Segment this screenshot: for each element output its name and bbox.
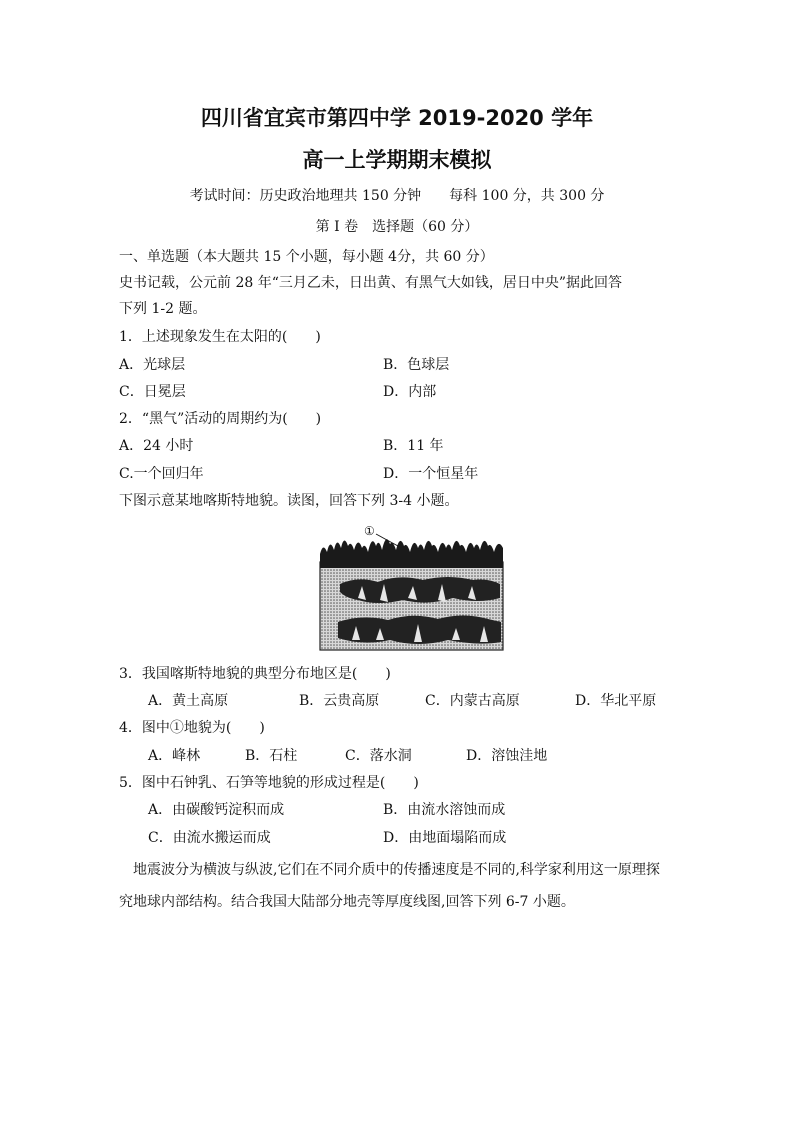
peak-forest <box>320 539 503 568</box>
seismic-intro-line: 究地球内部结构。结合我国大陆部分地壳等厚度线图,回答下列 6-7 小题。 <box>119 894 575 910</box>
marker-1-label: ① <box>364 524 375 538</box>
question-1-stem: 1．上述现象发生在太阳的( ) <box>119 329 321 345</box>
question-5-option-c: C．由流水搬运而成 <box>148 830 271 846</box>
question-3-option-c: C．内蒙古高原 <box>425 693 520 709</box>
question-1-option-a: A．光球层 <box>119 357 186 373</box>
question-3-option-a: A．黄土高原 <box>148 693 229 709</box>
question-5-option-a: A．由碳酸钙淀积而成 <box>148 802 285 818</box>
question-4-option-b: B．石柱 <box>245 748 298 764</box>
question-3-option-b: B．云贵高原 <box>299 693 380 709</box>
question-3-stem: 3．我国喀斯特地貌的典型分布地区是( ) <box>119 666 391 682</box>
question-1-option-d: D．内部 <box>383 384 437 400</box>
part-heading: 一、单选题（本大题共 15 个小题，每小题 4分，共 60 分） <box>119 249 494 265</box>
question-2-option-b: B．11 年 <box>383 438 444 454</box>
document-subtitle: 高一上学期期末模拟 <box>302 148 492 172</box>
question-1-option-c: C．日冕层 <box>119 384 186 400</box>
seismic-intro-line: 地震波分为横波与纵波,它们在不同介质中的传播速度是不同的,科学家利用这一原理探 <box>133 862 660 878</box>
question-4-option-d: D．溶蚀洼地 <box>466 748 548 764</box>
karst-landform-figure <box>318 524 505 654</box>
question-2-option-a: A．24 小时 <box>119 438 194 454</box>
question-5-option-b: B．由流水溶蚀而成 <box>383 802 506 818</box>
question-2-option-c: C.一个回归年 <box>119 466 204 482</box>
exam-info: 考试时间：历史政治地理共 150 分钟 每科 100 分，共 300 分 <box>189 188 605 204</box>
question-5-stem: 5．图中石钟乳、石笋等地貌的形成过程是( ) <box>119 775 419 791</box>
question-2-stem: 2．“黑气”活动的周期约为( ) <box>119 411 322 427</box>
question-4-stem: 4．图中①地貌为( ) <box>119 720 265 736</box>
question-3-option-d: D．华北平原 <box>575 693 657 709</box>
question-4-option-a: A．峰林 <box>148 748 201 764</box>
question-4-option-c: C．落水洞 <box>345 748 412 764</box>
document-title: 四川省宜宾市第四中学 2019-2020 学年 <box>200 106 594 130</box>
question-1-option-b: B．色球层 <box>383 357 450 373</box>
karst-intro: 下图示意某地喀斯特地貌。读图，回答下列 3-4 小题。 <box>119 493 459 509</box>
question-2-option-d: D．一个恒星年 <box>383 466 479 482</box>
question-5-option-d: D．由地面塌陷而成 <box>383 830 507 846</box>
karst-diagram <box>318 524 505 654</box>
section-heading: 第 I 卷 选择题（60 分） <box>315 219 479 235</box>
intro-line: 下列 1-2 题。 <box>119 301 207 317</box>
intro-line: 史书记载，公元前 28 年“三月乙未，日出黄、有黑气大如钱，居日中央”据此回答 <box>119 275 623 291</box>
